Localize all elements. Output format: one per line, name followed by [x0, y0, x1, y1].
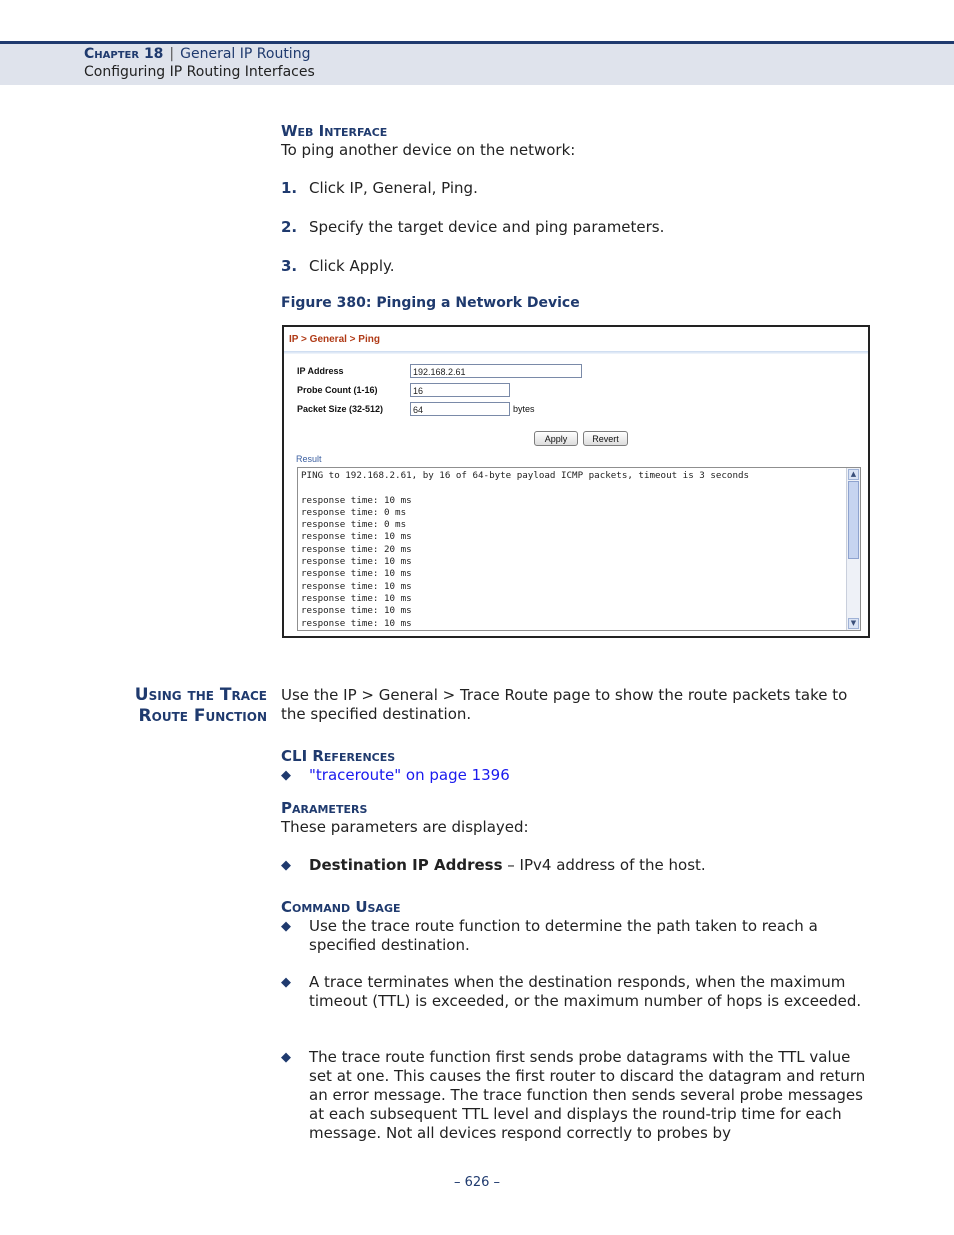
breadcrumb: IP > General > Ping: [289, 334, 380, 345]
section-subtitle: Configuring IP Routing Interfaces: [84, 64, 315, 80]
parameters-heading: Parameters: [281, 799, 368, 817]
trace-route-intro: Use the IP > General > Trace Route page to show the route packets take to the specified destination.: [281, 686, 848, 723]
ip-address-input[interactable]: 192.168.2.61: [410, 364, 582, 378]
cli-references-heading: CLI References: [281, 747, 396, 765]
probe-count-input[interactable]: 16: [410, 383, 510, 397]
side-heading-line-2: Route Function: [138, 706, 267, 726]
bullet-icon: ◆: [281, 975, 291, 990]
traceroute-link[interactable]: "traceroute" on page 1396: [309, 766, 510, 784]
revert-button[interactable]: Revert: [583, 431, 628, 446]
figure-caption: Figure 380: Pinging a Network Device: [281, 295, 580, 311]
command-usage-heading: Command Usage: [281, 898, 401, 916]
side-heading-line-1: Using the Trace: [134, 685, 267, 705]
param-description: – IPv4 address of the host.: [502, 856, 706, 874]
scroll-down-arrow-icon[interactable]: ▼: [848, 618, 859, 629]
bullet-icon: ◆: [281, 1050, 291, 1065]
page-number: – 626 –: [453, 1175, 501, 1190]
step-2-text: Specify the target device and ping parameters.: [309, 218, 665, 236]
param-name: Destination IP Address: [309, 856, 503, 874]
result-label: Result: [296, 454, 322, 464]
apply-button[interactable]: Apply: [534, 431, 578, 446]
bullet-icon: ◆: [281, 919, 291, 934]
usage-item-1: Use the trace route function to determine the path taken to reach a specified destination.: [309, 917, 818, 954]
parameters-intro: These parameters are displayed:: [281, 818, 529, 836]
result-scrollbar[interactable]: [846, 468, 860, 630]
step-1-text: Click IP, General, Ping.: [309, 179, 478, 197]
result-textarea[interactable]: [297, 467, 861, 631]
scroll-up-arrow-icon[interactable]: ▲: [848, 469, 859, 480]
chapter-label: Chapter 18: [84, 46, 164, 62]
probe-count-label: Probe Count (1-16): [297, 385, 378, 395]
step-2-number: 2.: [281, 218, 298, 236]
scroll-thumb[interactable]: [848, 481, 859, 559]
usage-item-3: The trace route function first sends probe datagrams with the TTL value set at one. This causes the first router to discard the datagram and return an error message. The trace function then sends several probe messages at each subsequent TTL level and displays the round-trip time for each message. Not all devices respond correctly to probes by: [309, 1048, 866, 1142]
step-3-text: Click Apply.: [309, 257, 395, 275]
param-destination-ip: [309, 856, 869, 875]
step-3-number: 3.: [281, 257, 298, 275]
breadcrumb-rule: [284, 351, 868, 354]
bullet-icon: ◆: [281, 858, 291, 873]
packet-size-unit: bytes: [513, 404, 535, 414]
step-1-number: 1.: [281, 179, 298, 197]
bullet-icon: ◆: [281, 768, 291, 783]
packet-size-label: Packet Size (32-512): [297, 404, 384, 414]
web-interface-intro: To ping another device on the network:: [281, 141, 576, 159]
chapter-line: [84, 46, 310, 62]
chapter-separator: |: [169, 46, 175, 62]
ping-screenshot: [282, 325, 870, 638]
usage-item-2: A trace terminates when the destination responds, when the maximum timeout (TTL) is exceeded, or the maximum number of hops is exceeded.: [309, 973, 862, 1010]
result-text: PING to 192.168.2.61, by 16 of 64-byte payload ICMP packets, timeout is 3 seconds response time: 10 ms response time: 0 ms response time: 0 ms response time: 10 ms response time: 20 ms response time: 10 ms response time: 10 ms response time: 10 ms response time: 10 ms response time: 10 ms response time: 10 ms: [301, 470, 750, 629]
chapter-title: General IP Routing: [180, 46, 311, 62]
ip-address-label: IP Address: [297, 366, 344, 376]
packet-size-input[interactable]: 64: [410, 402, 510, 416]
trace-route-side-heading: [27, 685, 267, 727]
web-interface-heading: Web Interface: [281, 122, 388, 140]
